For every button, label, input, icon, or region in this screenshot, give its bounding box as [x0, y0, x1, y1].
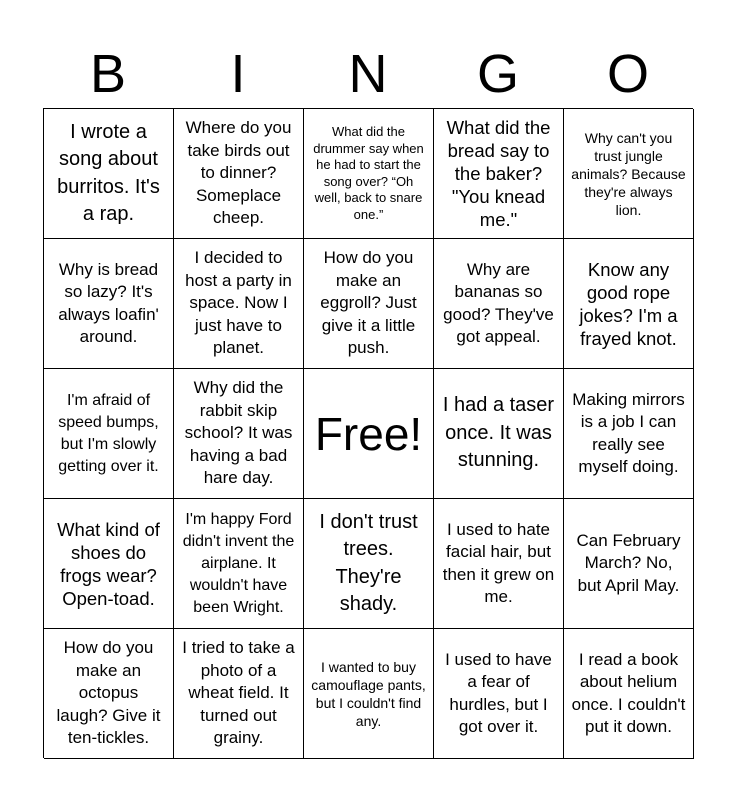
bingo-cell[interactable] [44, 239, 174, 369]
bingo-cell[interactable] [174, 629, 304, 759]
header-letter-b: B [89, 44, 127, 104]
cell-text: Why is bread so lazy? It's always loafin' around. [58, 259, 159, 346]
cell-text: I wrote a song about burritos. It's a rap. [57, 120, 160, 225]
bingo-cell[interactable] [564, 239, 694, 369]
bingo-cell[interactable] [304, 499, 434, 629]
cell-text: Why are bananas so good? They've got appeal. [443, 259, 554, 346]
free-space-cell[interactable] [304, 369, 434, 499]
cell-text: Know any good rope jokes? I'm a frayed knot. [579, 258, 678, 349]
cell-text: I had a taser once. It was stunning. [442, 394, 555, 472]
cell-text: I don't trust trees. They're shady. [319, 510, 418, 615]
cell-text: I decided to host a party in space. Now I just have to planet. [185, 248, 292, 358]
bingo-header [43, 40, 693, 108]
header-letter-n: N [348, 44, 388, 104]
cell-text: Making mirrors is a job I can really see myself doing. [572, 389, 685, 476]
cell-text: How do you make an octopus laugh? Give it ten-tickles. [56, 638, 161, 748]
bingo-cell[interactable] [44, 499, 174, 629]
bingo-cell[interactable] [174, 369, 304, 499]
bingo-cell[interactable] [564, 499, 694, 629]
bingo-cell[interactable] [174, 109, 304, 239]
bingo-cell[interactable] [174, 499, 304, 629]
bingo-cell[interactable] [434, 109, 564, 239]
cell-text: How do you make an eggroll? Just give it a little push. [320, 248, 417, 358]
bingo-cell[interactable] [44, 629, 174, 759]
free-space-label: Free! [314, 407, 423, 460]
cell-text: What did the drummer say when he had to start the song over? “Oh well, back to snare one.” [313, 124, 424, 222]
bingo-cell[interactable] [434, 239, 564, 369]
bingo-cell[interactable] [564, 109, 694, 239]
bingo-cell[interactable] [434, 629, 564, 759]
bingo-cell[interactable] [434, 499, 564, 629]
cell-text: What did the bread say to the baker? "You knead me." [446, 117, 551, 230]
cell-text: Why can't you trust jungle animals? Because they're always lion. [571, 129, 686, 218]
header-letter-o: O [606, 44, 649, 104]
cell-text: I wanted to buy camouflage pants, but I couldn't find any. [311, 658, 426, 729]
bingo-cell[interactable] [434, 369, 564, 499]
cell-text: I read a book about helium once. I couldn't put it down. [571, 649, 686, 736]
cell-text: Can February March? No, but April May. [576, 530, 681, 595]
bingo-cell[interactable] [304, 629, 434, 759]
bingo-cell[interactable] [174, 239, 304, 369]
header-letter-i: I [230, 44, 246, 104]
cell-text: Why did the rabbit skip school? It was having a bad hare day. [184, 378, 293, 488]
bingo-board [43, 108, 693, 758]
header-letter-g: G [476, 44, 519, 104]
cell-text: I used to hate facial hair, but then it grew on me. [442, 519, 555, 606]
bingo-cell[interactable] [44, 109, 174, 239]
cell-text: Where do you take birds out to dinner? Someplace cheep. [185, 118, 292, 228]
bingo-cell[interactable] [304, 109, 434, 239]
cell-text: I used to have a fear of hurdles, but I got over it. [445, 649, 552, 736]
bingo-cell[interactable] [564, 629, 694, 759]
cell-text: I'm happy Ford didn't invent the airplane. It wouldn't have been Wright. [182, 510, 295, 616]
cell-text: What kind of shoes do frogs wear? Open-toad. [57, 518, 160, 609]
cell-text: I'm afraid of speed bumps, but I'm slowly getting over it. [58, 391, 159, 475]
bingo-cell[interactable] [304, 239, 434, 369]
bingo-cell[interactable] [44, 369, 174, 499]
cell-text: I tried to take a photo of a wheat field. It turned out grainy. [182, 638, 295, 748]
bingo-cell[interactable] [564, 369, 694, 499]
